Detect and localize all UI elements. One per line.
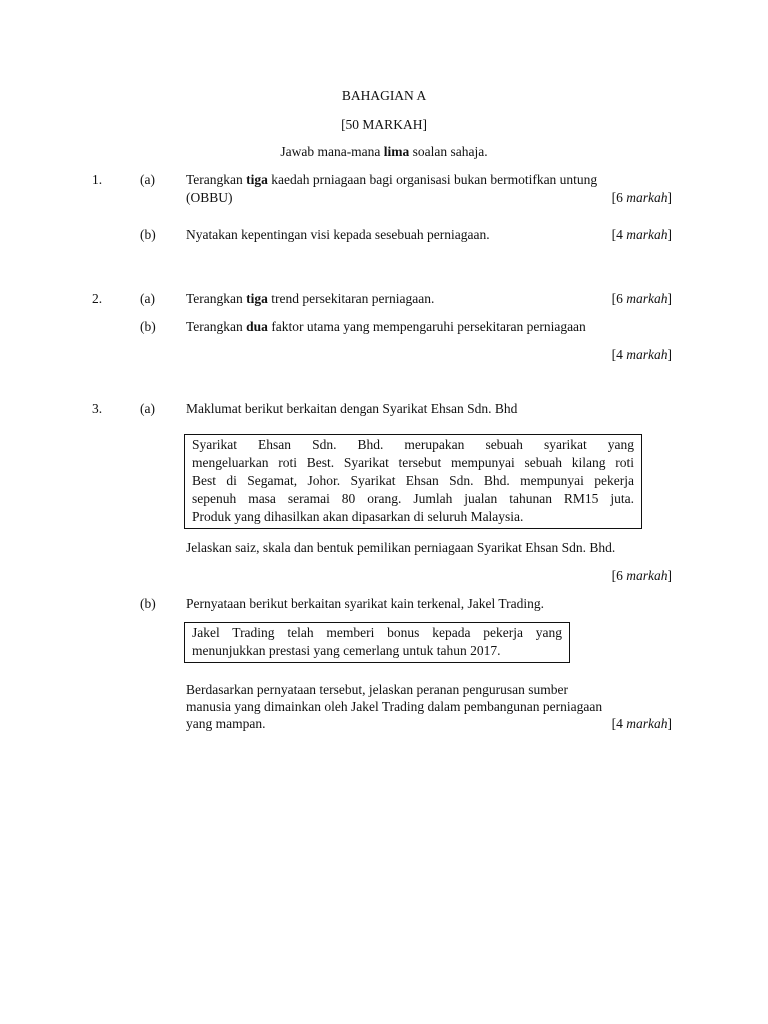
q2b-post: faktor utama yang mempengaruhi persekitaran perniagaan — [267, 319, 586, 334]
section-title: BAHAGIAN A — [341, 88, 427, 103]
q2a-marks-num: [6 — [611, 291, 627, 306]
q3b-question-line-2: manusia yang dimainkan oleh Jakel Trading dalam pembangunan perniagaan — [186, 699, 603, 714]
q1b-marks — [612, 226, 672, 243]
q1b-marks-num: [4 — [611, 227, 627, 242]
total-marks: [50 MARKAH] — [341, 117, 427, 132]
q2a-text — [186, 290, 434, 307]
q3b-marks-close: ] — [667, 716, 672, 731]
q1a-pre: Terangkan — [186, 172, 247, 187]
q1b-text: Nyatakan kepentingan visi kepada sesebuah perniagaan. — [186, 227, 490, 242]
q1a-label: (a) — [140, 172, 155, 187]
q3a-question: Jelaskan saiz, skala dan bentuk pemilikan perniagaan Syarikat Ehsan Sdn. Bhd. — [186, 540, 616, 555]
q2a-pre: Terangkan — [186, 291, 247, 306]
q3a-case-box — [184, 434, 642, 529]
instruction-post: soalan sahaja. — [409, 144, 488, 159]
q3a-box-line-2: mengeluarkan roti Best. Syarikat tersebut mempunyai sebuah kilang roti — [192, 455, 634, 470]
q1a-marks-word: markah — [626, 190, 668, 205]
q2a-marks-close: ] — [667, 291, 672, 306]
q2b-marks-num: [4 — [611, 347, 627, 362]
q3b-box-line-2: menunjukkan prestasi yang cemerlang untuk tahun 2017. — [192, 643, 501, 658]
q1b-label: (b) — [140, 227, 156, 242]
q3b-label: (b) — [140, 596, 156, 611]
q3a-marks-num: [6 — [611, 568, 627, 583]
q2a-marks — [612, 290, 672, 307]
q1-number: 1. — [92, 172, 103, 187]
q3b-intro: Pernyataan berikut berkaitan syarikat kain terkenal, Jakel Trading. — [186, 596, 545, 611]
q1a-marks-num: [6 — [611, 190, 627, 205]
q3b-marks — [612, 715, 672, 732]
q3b-question-line-1: Berdasarkan pernyataan tersebut, jelaskan peranan pengurusan sumber — [186, 682, 568, 697]
q3a-marks-word: markah — [626, 568, 668, 583]
q2b-bold: dua — [246, 319, 268, 334]
q2b-marks — [612, 346, 672, 363]
q1a-text — [186, 171, 597, 188]
q3a-box-line-1: Syarikat Ehsan Sdn. Bhd. merupakan sebuah syarikat yang — [192, 437, 634, 452]
q2b-pre: Terangkan — [186, 319, 247, 334]
q3a-box-line-4: sepenuh masa seramai 80 orang. Jumlah jualan tahunan RM15 juta. — [192, 491, 634, 506]
q3a-marks-close: ] — [667, 568, 672, 583]
q1a-text-line2: (OBBU) — [186, 190, 233, 205]
q3a-intro: Maklumat berikut berkaitan dengan Syarikat Ehsan Sdn. Bhd — [186, 401, 518, 416]
q1a-bold: tiga — [246, 172, 268, 187]
q1a-marks — [612, 189, 672, 206]
q2b-marks-word: markah — [626, 347, 668, 362]
q3a-box-line-5: Produk yang dihasilkan akan dipasarkan di seluruh Malaysia. — [192, 509, 524, 524]
instruction-pre: Jawab mana-mana — [280, 144, 384, 159]
q3b-case-box — [184, 622, 570, 663]
q2-number: 2. — [92, 291, 103, 306]
q3a-label: (a) — [140, 401, 155, 416]
q1a-post: kaedah prniagaan bagi organisasi bukan bermotifkan untung — [267, 172, 598, 187]
q3b-question-line-3: yang mampan. — [186, 716, 266, 731]
q3b-marks-num: [4 — [611, 716, 627, 731]
q1a-marks-close: ] — [667, 190, 672, 205]
q3b-marks-word: markah — [626, 716, 668, 731]
instruction-bold: lima — [383, 144, 410, 159]
q3b-box-line-1: Jakel Trading telah memberi bonus kepada pekerja yang — [192, 625, 562, 640]
q3a-box-line-3: Best di Segamat, Johor. Syarikat Ehsan Sdn. Bhd. mempunyai pekerja — [192, 473, 634, 488]
q3a-marks — [612, 567, 672, 584]
q2b-marks-close: ] — [667, 347, 672, 362]
instruction — [0, 143, 768, 160]
q2a-post: trend persekitaran perniagaan. — [267, 291, 435, 306]
q2b-text — [186, 318, 586, 335]
q2a-bold: tiga — [246, 291, 268, 306]
q3-number: 3. — [92, 401, 103, 416]
q1b-marks-close: ] — [667, 227, 672, 242]
q2a-label: (a) — [140, 291, 155, 306]
q2b-label: (b) — [140, 319, 156, 334]
q2a-marks-word: markah — [626, 291, 668, 306]
q1b-marks-word: markah — [626, 227, 668, 242]
